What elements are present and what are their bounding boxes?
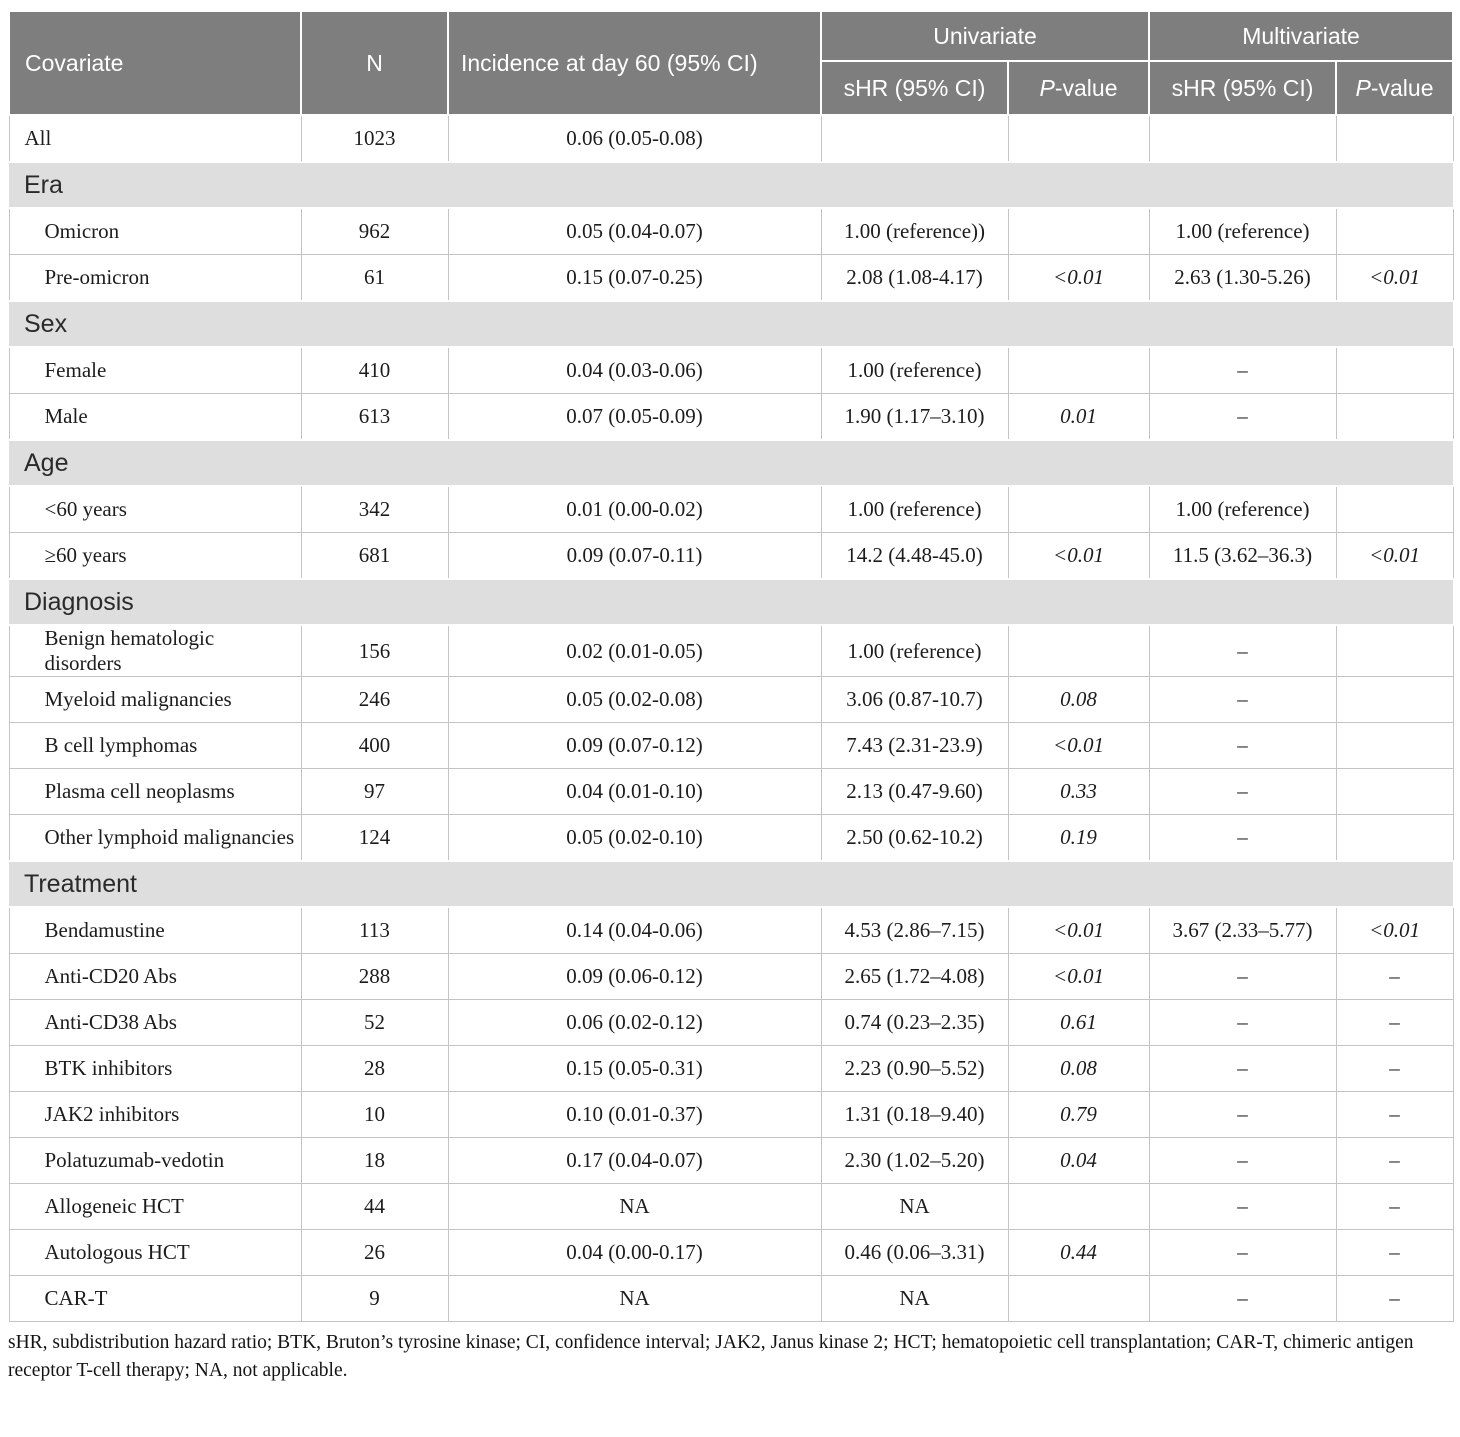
cell-n: 44 [301,1184,448,1230]
table-row [9,115,1453,162]
cell-multivariate-pvalue: – [1336,1184,1453,1230]
cell-multivariate-shr: – [1149,625,1336,677]
cell-n: 61 [301,255,448,302]
table-row [9,1138,1453,1184]
cell-univariate-pvalue [1008,1184,1149,1230]
cell-n: 124 [301,815,448,862]
table-row [9,954,1453,1000]
cell-univariate-shr: 2.23 (0.90–5.52) [821,1046,1008,1092]
pvalue-rest: -value [1370,74,1434,101]
cell-incidence: 0.15 (0.07-0.25) [448,255,821,302]
cell-univariate-pvalue: 0.79 [1008,1092,1149,1138]
cell-incidence: 0.15 (0.05-0.31) [448,1046,821,1092]
table-row [9,1000,1453,1046]
cell-incidence: 0.07 (0.05-0.09) [448,394,821,441]
cell-covariate: Autologous HCT [9,1230,301,1276]
cell-covariate: BTK inhibitors [9,1046,301,1092]
table-header [9,11,1453,115]
cell-multivariate-shr [1149,115,1336,162]
cell-n: 28 [301,1046,448,1092]
cell-univariate-pvalue [1008,486,1149,533]
cell-univariate-shr: 1.00 (reference) [821,486,1008,533]
table-row [9,815,1453,862]
cell-multivariate-shr: – [1149,723,1336,769]
cell-multivariate-shr: 2.63 (1.30-5.26) [1149,255,1336,302]
cell-univariate-shr: 1.31 (0.18–9.40) [821,1092,1008,1138]
cell-multivariate-shr: – [1149,1230,1336,1276]
section-row [9,301,1453,347]
table-row [9,394,1453,441]
cell-multivariate-shr: – [1149,394,1336,441]
cell-univariate-shr: 0.46 (0.06–3.31) [821,1230,1008,1276]
pvalue-italic-p: P [1039,74,1055,101]
cell-n: 97 [301,769,448,815]
cell-incidence: 0.09 (0.07-0.11) [448,533,821,580]
section-row [9,440,1453,486]
cell-multivariate-pvalue [1336,208,1453,255]
cell-univariate-shr: 2.08 (1.08-4.17) [821,255,1008,302]
cell-multivariate-pvalue: – [1336,1138,1453,1184]
cell-n: 18 [301,1138,448,1184]
cell-multivariate-pvalue: <0.01 [1336,255,1453,302]
cell-incidence: 0.02 (0.01-0.05) [448,625,821,677]
cell-multivariate-pvalue [1336,394,1453,441]
cell-univariate-pvalue: 0.08 [1008,1046,1149,1092]
cell-univariate-shr: NA [821,1276,1008,1322]
cell-univariate-shr: 2.50 (0.62-10.2) [821,815,1008,862]
cell-multivariate-shr: 1.00 (reference) [1149,486,1336,533]
cell-univariate-pvalue: <0.01 [1008,533,1149,580]
cell-univariate-pvalue [1008,115,1149,162]
header-univariate-pvalue [1008,61,1149,115]
covariate-analysis-table [8,10,1454,1322]
cell-univariate-pvalue: 0.01 [1008,394,1149,441]
table-row [9,533,1453,580]
header-incidence: Incidence at day 60 (95% CI) [448,11,821,115]
cell-univariate-pvalue: 0.19 [1008,815,1149,862]
cell-multivariate-shr: – [1149,347,1336,394]
cell-multivariate-pvalue: – [1336,1092,1453,1138]
cell-multivariate-pvalue [1336,347,1453,394]
table-body [9,115,1453,1322]
cell-incidence: 0.04 (0.03-0.06) [448,347,821,394]
cell-covariate: Anti-CD38 Abs [9,1000,301,1046]
cell-multivariate-pvalue: – [1336,1276,1453,1322]
cell-univariate-shr: 1.00 (reference) [821,347,1008,394]
cell-multivariate-pvalue: – [1336,1046,1453,1092]
cell-multivariate-shr: – [1149,954,1336,1000]
header-multivariate-pvalue [1336,61,1453,115]
table-row [9,347,1453,394]
table-row [9,1230,1453,1276]
cell-multivariate-pvalue: – [1336,954,1453,1000]
cell-incidence: 0.06 (0.05-0.08) [448,115,821,162]
cell-multivariate-shr: – [1149,769,1336,815]
table-row [9,907,1453,954]
cell-multivariate-pvalue: – [1336,1230,1453,1276]
cell-covariate: Myeloid malignancies [9,677,301,723]
cell-incidence: 0.09 (0.07-0.12) [448,723,821,769]
cell-n: 962 [301,208,448,255]
cell-univariate-pvalue: 0.44 [1008,1230,1149,1276]
cell-n: 613 [301,394,448,441]
cell-univariate-shr: 1.90 (1.17–3.10) [821,394,1008,441]
cell-n: 10 [301,1092,448,1138]
cell-univariate-shr: 1.00 (reference)) [821,208,1008,255]
cell-covariate: JAK2 inhibitors [9,1092,301,1138]
cell-univariate-pvalue: 0.33 [1008,769,1149,815]
table-row [9,1184,1453,1230]
cell-univariate-pvalue: <0.01 [1008,954,1149,1000]
table-row [9,625,1453,677]
cell-multivariate-shr: 1.00 (reference) [1149,208,1336,255]
cell-covariate: All [9,115,301,162]
table-row [9,255,1453,302]
cell-covariate: Polatuzumab-vedotin [9,1138,301,1184]
cell-covariate: CAR-T [9,1276,301,1322]
cell-n: 26 [301,1230,448,1276]
cell-covariate: <60 years [9,486,301,533]
cell-incidence: NA [448,1276,821,1322]
cell-multivariate-shr: – [1149,1046,1336,1092]
cell-covariate: ≥60 years [9,533,301,580]
cell-univariate-shr: 1.00 (reference) [821,625,1008,677]
cell-univariate-shr: 4.53 (2.86–7.15) [821,907,1008,954]
cell-incidence: 0.17 (0.04-0.07) [448,1138,821,1184]
section-label: Treatment [9,861,1453,907]
cell-incidence: 0.05 (0.02-0.10) [448,815,821,862]
cell-n: 52 [301,1000,448,1046]
table-footnote: sHR, subdistribution hazard ratio; BTK, Bruton’s tyrosine kinase; CI, confidence interval; JAK2, Janus kinase 2; HCT; hematopoietic cell transplantation; CAR-T, chimeric antigen receptor T-cell therapy; NA, not applicable. [8,1332,1414,1382]
cell-n: 113 [301,907,448,954]
cell-n: 9 [301,1276,448,1322]
cell-univariate-shr: 3.06 (0.87-10.7) [821,677,1008,723]
table-row [9,1046,1453,1092]
cell-multivariate-pvalue: – [1336,1000,1453,1046]
section-label: Age [9,440,1453,486]
section-label: Sex [9,301,1453,347]
cell-univariate-pvalue: <0.01 [1008,723,1149,769]
cell-incidence: 0.09 (0.06-0.12) [448,954,821,1000]
cell-univariate-pvalue [1008,347,1149,394]
cell-n: 1023 [301,115,448,162]
cell-univariate-shr: 2.65 (1.72–4.08) [821,954,1008,1000]
cell-incidence: 0.01 (0.00-0.02) [448,486,821,533]
cell-n: 156 [301,625,448,677]
cell-multivariate-shr: 3.67 (2.33–5.77) [1149,907,1336,954]
cell-multivariate-pvalue [1336,625,1453,677]
cell-multivariate-shr: – [1149,1138,1336,1184]
cell-multivariate-shr: – [1149,1000,1336,1046]
cell-covariate: Other lymphoid malignancies [9,815,301,862]
cell-covariate: Male [9,394,301,441]
section-row [9,162,1453,208]
table-row [9,677,1453,723]
cell-covariate: Plasma cell neoplasms [9,769,301,815]
table-row [9,769,1453,815]
cell-multivariate-shr: – [1149,1184,1336,1230]
cell-univariate-shr: 2.30 (1.02–5.20) [821,1138,1008,1184]
cell-n: 288 [301,954,448,1000]
cell-univariate-shr: NA [821,1184,1008,1230]
cell-incidence: 0.14 (0.04-0.06) [448,907,821,954]
cell-incidence: 0.04 (0.00-0.17) [448,1230,821,1276]
cell-univariate-shr [821,115,1008,162]
cell-multivariate-pvalue: <0.01 [1336,907,1453,954]
header-univariate-shr: sHR (95% CI) [821,61,1008,115]
cell-univariate-shr: 7.43 (2.31-23.9) [821,723,1008,769]
cell-univariate-pvalue [1008,625,1149,677]
cell-univariate-pvalue: <0.01 [1008,255,1149,302]
cell-incidence: 0.10 (0.01-0.37) [448,1092,821,1138]
cell-univariate-pvalue: 0.61 [1008,1000,1149,1046]
cell-multivariate-pvalue [1336,815,1453,862]
section-label: Era [9,162,1453,208]
cell-covariate: Bendamustine [9,907,301,954]
pvalue-italic-p: P [1355,74,1371,101]
cell-multivariate-pvalue [1336,486,1453,533]
cell-multivariate-pvalue: <0.01 [1336,533,1453,580]
cell-univariate-pvalue [1008,208,1149,255]
table-row [9,1092,1453,1138]
cell-incidence: 0.04 (0.01-0.10) [448,769,821,815]
cell-multivariate-shr: – [1149,1276,1336,1322]
section-label: Diagnosis [9,579,1453,625]
cell-covariate: Allogeneic HCT [9,1184,301,1230]
section-row [9,579,1453,625]
cell-incidence: 0.05 (0.02-0.08) [448,677,821,723]
cell-univariate-shr: 14.2 (4.48-45.0) [821,533,1008,580]
cell-multivariate-shr: – [1149,815,1336,862]
cell-multivariate-shr: – [1149,1092,1336,1138]
cell-n: 681 [301,533,448,580]
cell-covariate: Female [9,347,301,394]
cell-multivariate-shr: 11.5 (3.62–36.3) [1149,533,1336,580]
cell-multivariate-pvalue [1336,677,1453,723]
cell-n: 342 [301,486,448,533]
cell-multivariate-pvalue [1336,115,1453,162]
cell-univariate-shr: 2.13 (0.47-9.60) [821,769,1008,815]
table-row [9,208,1453,255]
cell-incidence: NA [448,1184,821,1230]
cell-covariate: Benign hematologic disorders [9,625,301,677]
table-row [9,486,1453,533]
table-row [9,1276,1453,1322]
cell-univariate-shr: 0.74 (0.23–2.35) [821,1000,1008,1046]
header-multivariate-group: Multivariate [1149,11,1453,61]
pvalue-rest: -value [1054,74,1118,101]
cell-multivariate-pvalue [1336,723,1453,769]
cell-incidence: 0.05 (0.04-0.07) [448,208,821,255]
cell-univariate-pvalue: 0.04 [1008,1138,1149,1184]
section-row [9,861,1453,907]
cell-n: 410 [301,347,448,394]
cell-covariate: Omicron [9,208,301,255]
cell-multivariate-shr: – [1149,677,1336,723]
cell-covariate: Pre-omicron [9,255,301,302]
cell-covariate: Anti-CD20 Abs [9,954,301,1000]
cell-univariate-pvalue: <0.01 [1008,907,1149,954]
header-covariate: Covariate [9,11,301,115]
cell-covariate: B cell lymphomas [9,723,301,769]
cell-n: 246 [301,677,448,723]
header-univariate-group: Univariate [821,11,1149,61]
cell-incidence: 0.06 (0.02-0.12) [448,1000,821,1046]
cell-univariate-pvalue [1008,1276,1149,1322]
cell-n: 400 [301,723,448,769]
header-multivariate-shr: sHR (95% CI) [1149,61,1336,115]
table-row [9,723,1453,769]
header-n: N [301,11,448,115]
cell-univariate-pvalue: 0.08 [1008,677,1149,723]
cell-multivariate-pvalue [1336,769,1453,815]
